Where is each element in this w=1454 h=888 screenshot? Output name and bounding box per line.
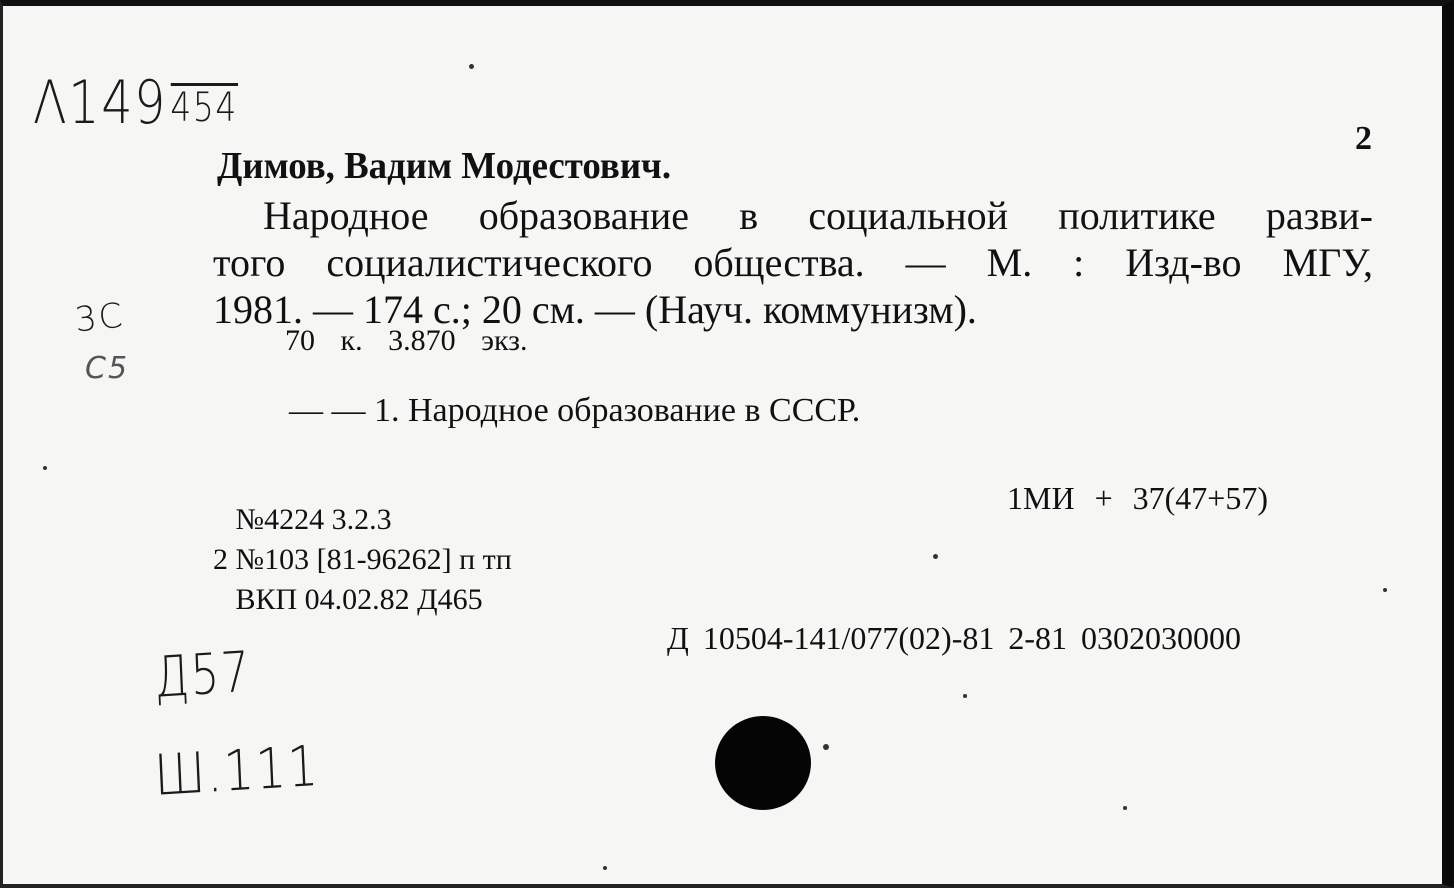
card-number: 2 [1355, 120, 1372, 157]
description-line-3: 1981. — 174 с.; 20 см. — (Науч. коммунизм). [213, 287, 977, 332]
subject-heading: — — 1. Народное образование в СССР. [289, 392, 861, 429]
speck [963, 694, 967, 698]
tech-line-1: №4224 3.2.3 [213, 503, 392, 536]
handwritten-note-left-2: С5 [85, 351, 130, 386]
punch-hole [715, 716, 811, 810]
shelf-mark-main: Λ149 [33, 68, 168, 138]
author-heading: Димов, Вадим Модестович. [217, 145, 672, 187]
speck [933, 554, 938, 559]
speck [603, 866, 607, 870]
speck [469, 64, 474, 69]
publisher-index-line: Д 10504-141/077(02)-81 2-81 0302030000 [667, 620, 1241, 656]
description-line-2: того социалистического общества. — М. : Изд-во МГУ, [213, 240, 1373, 285]
bibliographic-description [213, 192, 1373, 333]
classification-code: 1МИ + 37(47+57) [1007, 480, 1268, 516]
description-line-1: Народное образование в социальной политике разви- [263, 193, 1373, 238]
speck [43, 466, 47, 470]
technical-notes [213, 500, 512, 620]
handwritten-note-bottom-2: Ш.111 [153, 733, 321, 809]
speck [1123, 806, 1127, 810]
speck [1383, 588, 1387, 592]
price-and-print-run: 70 к. 3.870 экз. [285, 324, 528, 357]
speck [823, 744, 829, 750]
tech-line-2: 2 №103 [81-96262] п тп [213, 543, 512, 576]
handwritten-note-bottom-1: Д57 [153, 639, 253, 711]
handwritten-note-left-1: 3С [73, 295, 127, 341]
tech-line-3: ВКП 04.02.82 Д465 [213, 583, 483, 616]
shelf-mark-sub: 454 [170, 85, 238, 131]
shelf-mark [33, 68, 238, 138]
